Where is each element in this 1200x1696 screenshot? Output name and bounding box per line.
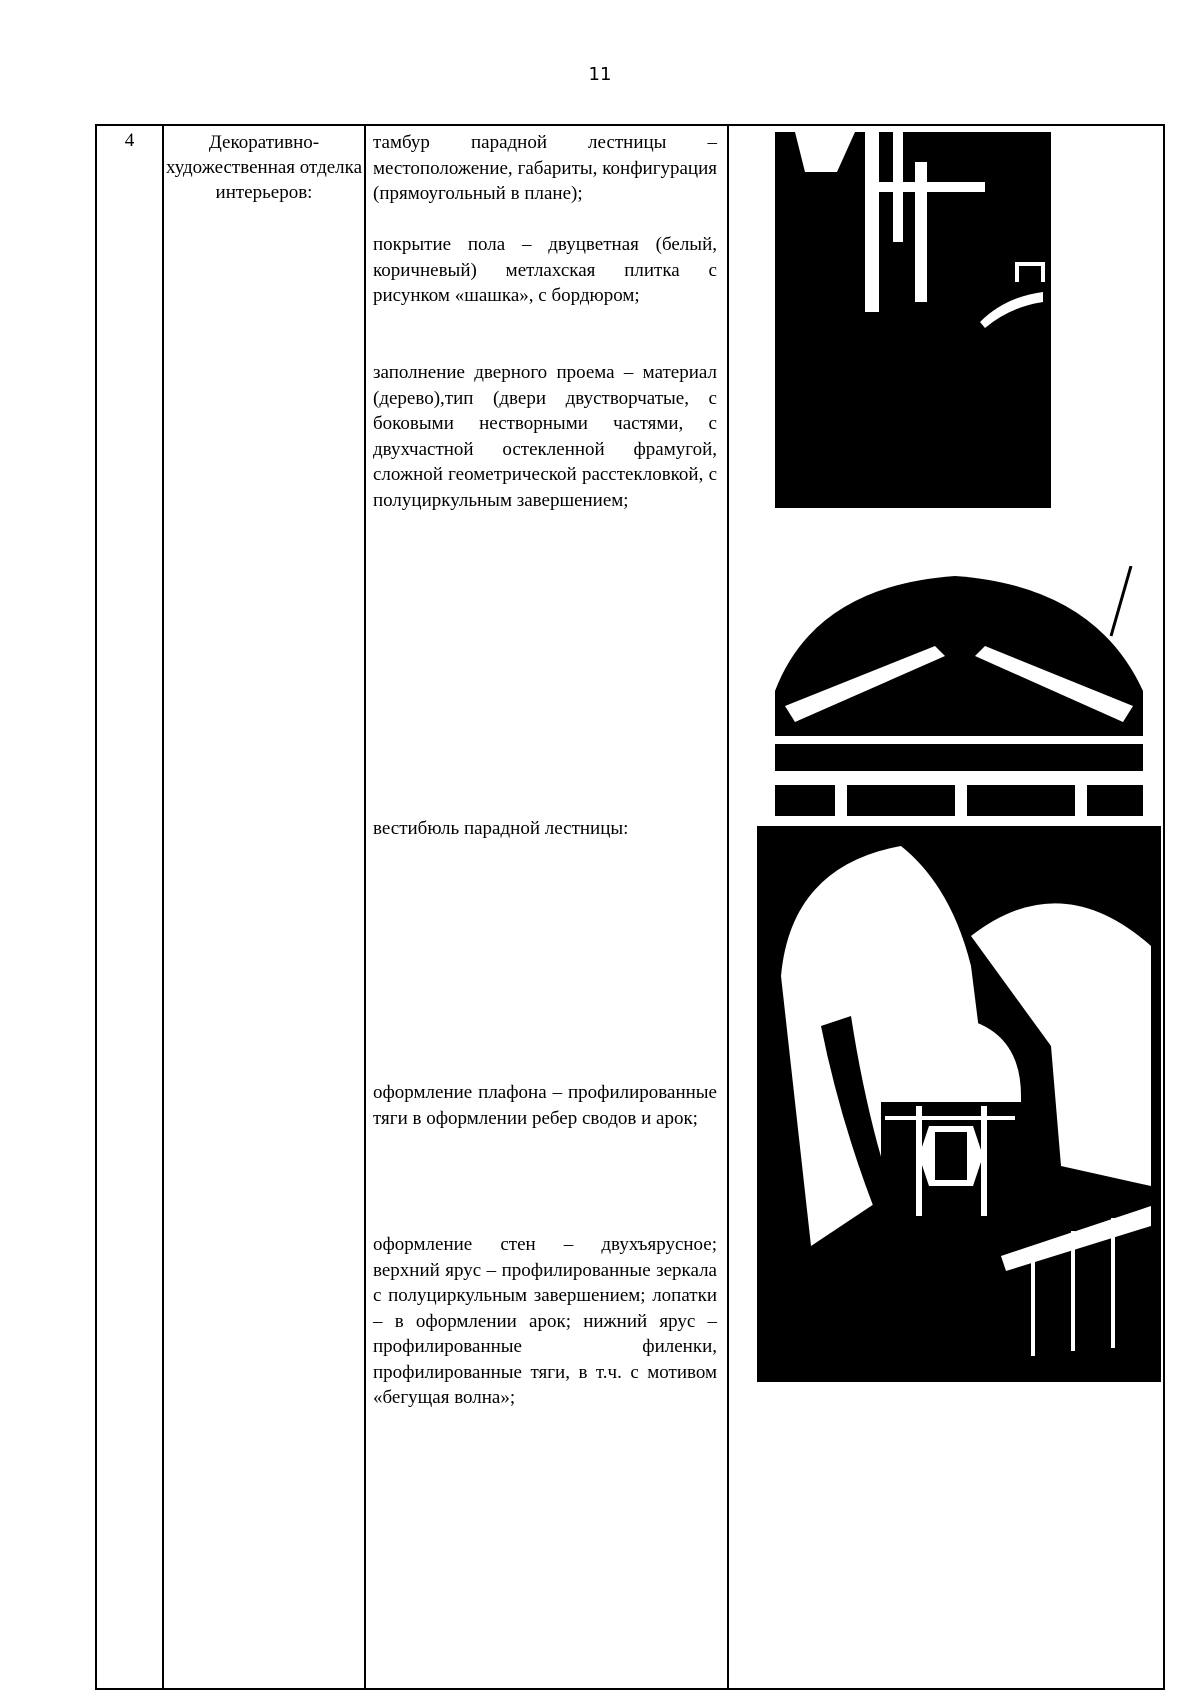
item-walls: оформление стен – двухъярусное; верхний ярус – профилированные зеркала с полуциркульным завершением; лопатки – в оформлении арок; нижний ярус – профилированные филенки, профилированные тяги, в т.ч. с мотивом «бегущая волна»;: [373, 1234, 717, 1408]
item-vestibule: вестибюль парадной лестницы:: [373, 818, 629, 839]
item-floor: покрытие пола – двуцветная (белый, коричневый) метлахская плитка с рисунком «шашка», с бордюром;: [373, 234, 717, 306]
item-ceiling: оформление плафона – профилированные тяги в оформлении ребер сводов и арок;: [373, 1082, 717, 1129]
transom-photo: [775, 566, 1143, 816]
item-door: заполнение дверного проема – материал (дерево),тип (двери двустворчатые, с боковыми нестворными частями, с двухчастной остекленной фрамугой, сложной геометрической расстекловкой, с полуциркульным завершением;: [373, 362, 717, 511]
item-tambour: тамбур парадной лестницы – местоположение, габариты, конфигурация (прямоугольный в плане);: [373, 132, 717, 204]
row-number: 4: [124, 130, 135, 151]
tambour-photo: [775, 132, 1075, 508]
heritage-table: [95, 124, 1165, 1690]
table-divider: [727, 126, 729, 1688]
table-divider: [364, 126, 366, 1688]
row-category: Декоративно-художественная отделка интерьеров:: [165, 132, 363, 203]
table-divider: [162, 126, 164, 1688]
page-number: 11: [588, 64, 612, 85]
vestibule-photo: [751, 826, 1161, 1382]
